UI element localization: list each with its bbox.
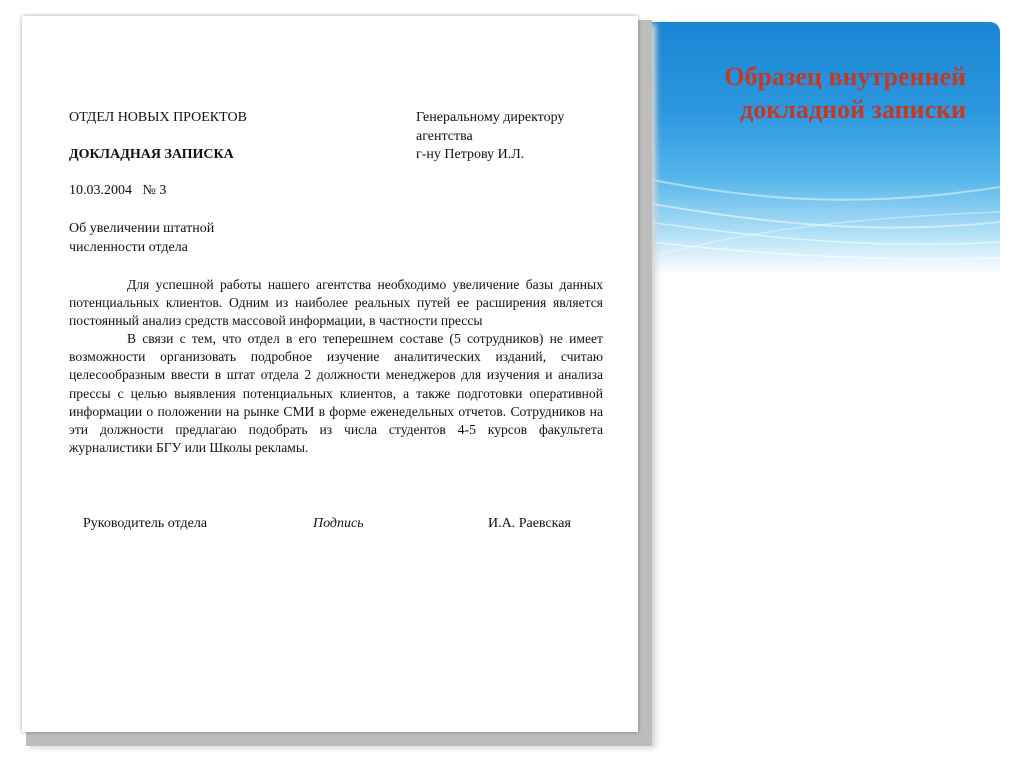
signature-position: Руководитель отдела [83,516,208,531]
body-paragraph-2: В связи с тем, что отдел в его теперешнем составе (5 сотрудников) не имеет возможности организовать подробное изучение аналитических изданий, считаю целесообразным ввести в штат отдела 2 должности менеджеров для изучения и анализа прессы с целью выявления потенциальных клиентов, а также подготовки оперативной информации о положении на рынке СМИ в форме еженедельных отчетов. Сотрудников на эти должности предлагаю подобрать из числа студентов 4-5 курсов факультета журналистики БГУ или Школы рекламы. [69,331,603,455]
addressee-line3: г-ну Петрову И.Л. [416,147,525,162]
department-name: ОТДЕЛ НОВЫХ ПРОЕКТОВ [69,110,247,125]
body-paragraph-1: Для успешной работы нашего агентства необходимо увеличение базы данных потенциальных клиентов. Одним из наиболее реальных путей ее расширения является постоянный анализ средств массовой информации, в частности прессы [69,277,603,329]
addressee-line2: агентства [416,129,473,144]
addressee-line1: Генеральному директору [416,110,565,125]
document-page [22,16,638,732]
memo-body [69,276,603,457]
subject-line1: Об увеличении штатной [69,221,215,236]
signature-placeholder: Подпись [313,516,364,531]
subject-line2: численности отдела [69,240,188,255]
document-type: ДОКЛАДНАЯ ЗАПИСКА [69,147,234,162]
slide-title: Образец внутренней докладной записки [724,62,966,124]
signatory-name: И.А. Раевская [488,516,571,531]
memo-document [22,16,638,732]
date-and-number: 10.03.2004 № 3 [69,183,167,198]
